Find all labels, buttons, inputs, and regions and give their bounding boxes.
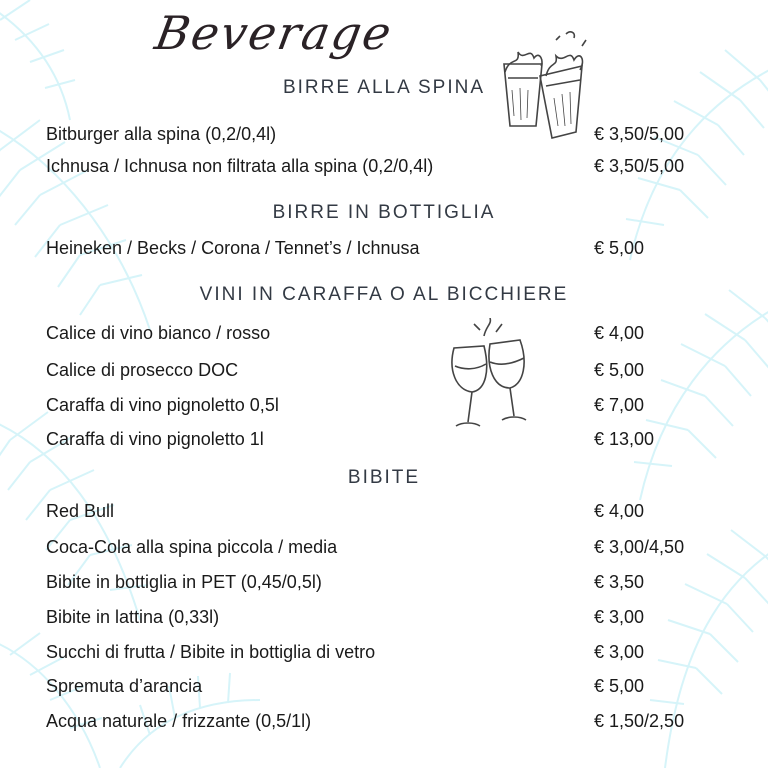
item-price: € 5,00 bbox=[594, 360, 645, 380]
item-price: € 3,00 bbox=[594, 607, 645, 627]
menu-item bbox=[46, 572, 726, 598]
item-name: Coca-Cola alla spina piccola / media bbox=[46, 537, 338, 557]
item-name: Red Bull bbox=[46, 501, 115, 521]
item-name: Calice di prosecco DOC bbox=[46, 360, 239, 380]
item-name: Caraffa di vino pignoletto 1l bbox=[46, 429, 264, 449]
menu-item bbox=[46, 537, 726, 563]
item-name: Calice di vino bianco / rosso bbox=[46, 323, 271, 343]
item-name: Bibite in lattina (0,33l) bbox=[46, 607, 220, 627]
menu-item bbox=[46, 238, 726, 264]
item-price: € 1,50/2,50 bbox=[594, 711, 685, 731]
item-price: € 13,00 bbox=[594, 429, 655, 449]
item-name: Bibite in bottiglia in PET (0,45/0,5l) bbox=[46, 572, 322, 592]
menu-item bbox=[46, 501, 726, 527]
section-heading-vini: VINI IN CARAFFA O AL BICCHIERE bbox=[199, 284, 569, 305]
item-price: € 3,00/4,50 bbox=[594, 537, 685, 557]
item-name: Caraffa di vino pignoletto 0,5l bbox=[46, 395, 279, 415]
item-price: € 7,00 bbox=[594, 395, 645, 415]
menu-item bbox=[46, 607, 726, 633]
section-heading-birre-alla-spina: BIRRE ALLA SPINA bbox=[282, 77, 486, 98]
item-name: Bitburger alla spina (0,2/0,4l) bbox=[46, 124, 277, 144]
menu-item bbox=[46, 395, 726, 421]
menu-item bbox=[46, 711, 726, 737]
item-price: € 3,50/5,00 bbox=[594, 156, 685, 176]
section-heading-bibite: BIBITE bbox=[347, 467, 421, 488]
menu-item bbox=[46, 156, 726, 182]
item-price: € 4,00 bbox=[594, 323, 645, 343]
menu-item bbox=[46, 323, 726, 349]
item-price: € 5,00 bbox=[594, 238, 645, 258]
item-price: € 3,50 bbox=[594, 572, 645, 592]
item-price: € 5,00 bbox=[594, 676, 645, 696]
item-price: € 3,50/5,00 bbox=[594, 124, 685, 144]
item-price: € 3,00 bbox=[594, 642, 645, 662]
item-name: Ichnusa / Ichnusa non filtrata alla spina (0,2/0,4l) bbox=[46, 156, 434, 176]
menu-item bbox=[46, 642, 726, 668]
item-name: Acqua naturale / frizzante (0,5/1l) bbox=[46, 711, 312, 731]
menu-item bbox=[46, 360, 726, 386]
item-name: Spremuta d’arancia bbox=[46, 676, 203, 696]
section-heading-birre-in-bottiglia: BIRRE IN BOTTIGLIA bbox=[272, 202, 496, 223]
item-name: Heineken / Becks / Corona / Tennet’s / Ichnusa bbox=[46, 238, 420, 258]
item-name: Succhi di frutta / Bibite in bottiglia di vetro bbox=[46, 642, 376, 662]
menu-title: Beverage bbox=[151, 6, 398, 60]
menu-item bbox=[46, 124, 726, 150]
item-price: € 4,00 bbox=[594, 501, 645, 521]
menu-item bbox=[46, 429, 726, 455]
menu-item bbox=[46, 676, 726, 702]
